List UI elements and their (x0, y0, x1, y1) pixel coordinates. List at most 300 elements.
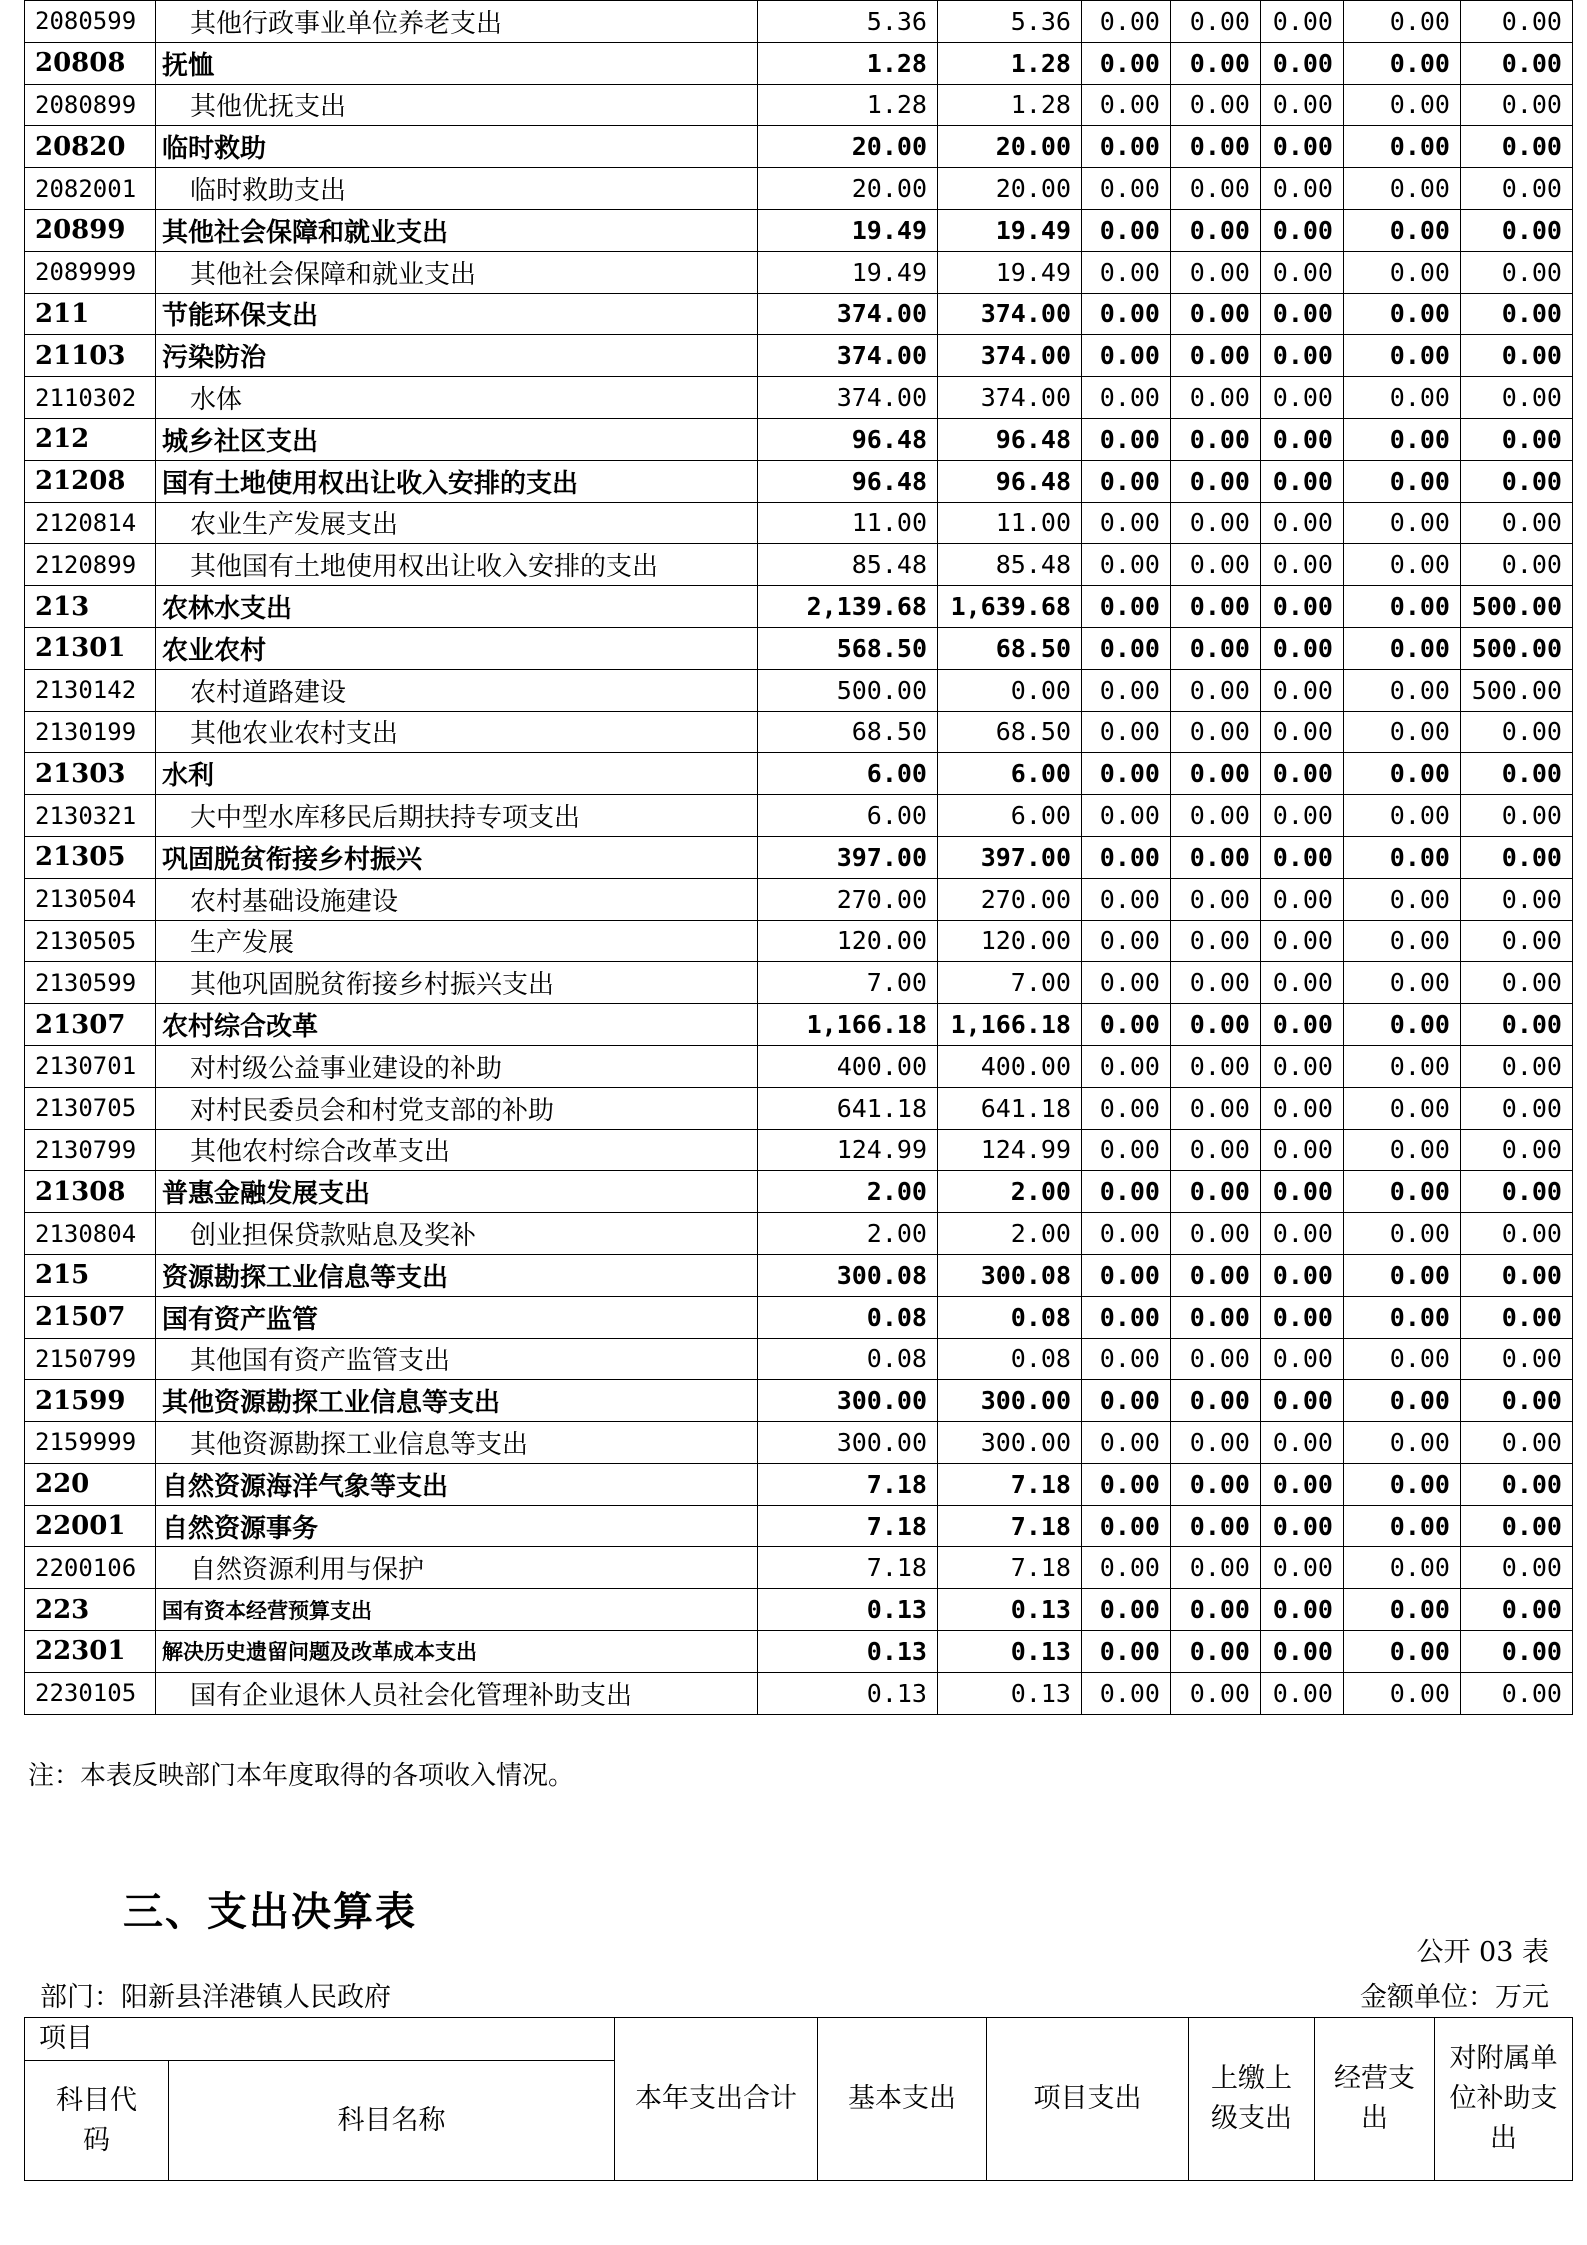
row-col7: 0.00 (1461, 251, 1573, 293)
row-code: 20808 (25, 42, 156, 84)
row-fiscal: 96.48 (938, 418, 1082, 460)
table-row (25, 1505, 1573, 1547)
row-total: 568.50 (758, 627, 938, 669)
row-col7: 0.00 (1461, 1672, 1573, 1714)
row-col7: 0.00 (1461, 1, 1573, 43)
row-code: 223 (25, 1589, 156, 1631)
row-col7: 0.00 (1461, 795, 1573, 837)
row-total: 2.00 (758, 1171, 938, 1213)
table-row (25, 544, 1573, 586)
row-col6: 0.00 (1344, 1213, 1461, 1255)
row-col7: 0.00 (1461, 168, 1573, 210)
row-total: 374.00 (758, 335, 938, 377)
row-fiscal: 0.08 (938, 1296, 1082, 1338)
row-col4: 0.00 (1171, 753, 1261, 795)
row-col4: 0.00 (1171, 251, 1261, 293)
row-fiscal: 19.49 (938, 251, 1082, 293)
row-col7: 0.00 (1461, 1004, 1573, 1046)
row-name: 其他社会保障和就业支出 (156, 209, 758, 251)
row-col5: 0.00 (1261, 460, 1344, 502)
row-col4: 0.00 (1171, 627, 1261, 669)
row-col6: 0.00 (1344, 878, 1461, 920)
table-row (25, 586, 1573, 628)
row-col4: 0.00 (1171, 1171, 1261, 1213)
row-col3: 0.00 (1082, 1631, 1171, 1673)
row-code: 213 (25, 586, 156, 628)
row-name: 城乡社区支出 (156, 418, 758, 460)
row-col6: 0.00 (1344, 627, 1461, 669)
row-col7: 0.00 (1461, 1087, 1573, 1129)
row-col5: 0.00 (1261, 753, 1344, 795)
row-fiscal: 1,166.18 (938, 1004, 1082, 1046)
row-col3: 0.00 (1082, 209, 1171, 251)
row-col5: 0.00 (1261, 293, 1344, 335)
row-col5: 0.00 (1261, 126, 1344, 168)
row-fiscal: 300.00 (938, 1422, 1082, 1464)
row-col3: 0.00 (1082, 1087, 1171, 1129)
row-code: 21599 (25, 1380, 156, 1422)
row-col5: 0.00 (1261, 1296, 1344, 1338)
row-name: 其他国有土地使用权出让收入安排的支出 (156, 544, 758, 586)
row-fiscal: 6.00 (938, 795, 1082, 837)
row-name: 其他优抚支出 (156, 84, 758, 126)
table-row (25, 795, 1573, 837)
header-total: 本年支出合计 (615, 2018, 818, 2181)
row-col5: 0.00 (1261, 377, 1344, 419)
row-col5: 0.00 (1261, 1004, 1344, 1046)
row-col7: 0.00 (1461, 1171, 1573, 1213)
row-name: 其他巩固脱贫衔接乡村振兴支出 (156, 962, 758, 1004)
row-col6: 0.00 (1344, 251, 1461, 293)
row-fiscal: 374.00 (938, 335, 1082, 377)
row-col3: 0.00 (1082, 669, 1171, 711)
row-col6: 0.00 (1344, 1463, 1461, 1505)
row-name: 国有土地使用权出让收入安排的支出 (156, 460, 758, 502)
row-total: 300.00 (758, 1380, 938, 1422)
row-fiscal: 7.00 (938, 962, 1082, 1004)
row-col6: 0.00 (1344, 1672, 1461, 1714)
row-code: 2230105 (25, 1672, 156, 1714)
row-col7: 0.00 (1461, 460, 1573, 502)
row-fiscal: 397.00 (938, 836, 1082, 878)
row-col3: 0.00 (1082, 335, 1171, 377)
row-col4: 0.00 (1171, 669, 1261, 711)
row-name: 农业农村 (156, 627, 758, 669)
row-col7: 0.00 (1461, 1296, 1573, 1338)
row-fiscal: 0.13 (938, 1631, 1082, 1673)
header-basic: 基本支出 (818, 2018, 987, 2181)
row-col6: 0.00 (1344, 293, 1461, 335)
row-fiscal: 300.08 (938, 1254, 1082, 1296)
table-row (25, 377, 1573, 419)
row-col3: 0.00 (1082, 1296, 1171, 1338)
row-name: 抚恤 (156, 42, 758, 84)
row-col4: 0.00 (1171, 1004, 1261, 1046)
row-col7: 0.00 (1461, 1631, 1573, 1673)
row-col5: 0.00 (1261, 1672, 1344, 1714)
row-code: 2130599 (25, 962, 156, 1004)
row-fiscal: 120.00 (938, 920, 1082, 962)
table-row (25, 84, 1573, 126)
row-col4: 0.00 (1171, 1338, 1261, 1380)
row-code: 2080599 (25, 1, 156, 43)
row-total: 1.28 (758, 84, 938, 126)
table-row (25, 1296, 1573, 1338)
table-row (25, 1087, 1573, 1129)
row-total: 397.00 (758, 836, 938, 878)
row-col5: 0.00 (1261, 1380, 1344, 1422)
row-name: 创业担保贷款贴息及奖补 (156, 1213, 758, 1255)
row-col3: 0.00 (1082, 502, 1171, 544)
row-col3: 0.00 (1082, 1338, 1171, 1380)
row-total: 300.08 (758, 1254, 938, 1296)
row-col3: 0.00 (1082, 1045, 1171, 1087)
row-name: 自然资源事务 (156, 1505, 758, 1547)
row-total: 1.28 (758, 42, 938, 84)
table-row (25, 1, 1573, 43)
header-project: 项目支出 (987, 2018, 1189, 2181)
row-code: 21103 (25, 335, 156, 377)
row-col7: 500.00 (1461, 586, 1573, 628)
row-col6: 0.00 (1344, 1547, 1461, 1589)
row-col4: 0.00 (1171, 168, 1261, 210)
row-total: 96.48 (758, 460, 938, 502)
row-code: 2130701 (25, 1045, 156, 1087)
table-row (25, 168, 1573, 210)
row-col7: 0.00 (1461, 126, 1573, 168)
table-row (25, 753, 1573, 795)
row-col3: 0.00 (1082, 836, 1171, 878)
row-col7: 0.00 (1461, 711, 1573, 753)
row-col6: 0.00 (1344, 418, 1461, 460)
row-col3: 0.00 (1082, 1004, 1171, 1046)
row-col7: 0.00 (1461, 878, 1573, 920)
table-row (25, 1004, 1573, 1046)
row-name: 生产发展 (156, 920, 758, 962)
table-row (25, 1129, 1573, 1171)
row-code: 2130504 (25, 878, 156, 920)
row-total: 0.13 (758, 1631, 938, 1673)
row-code: 2130199 (25, 711, 156, 753)
row-code: 2130505 (25, 920, 156, 962)
row-col7: 0.00 (1461, 1045, 1573, 1087)
row-fiscal: 1,639.68 (938, 586, 1082, 628)
table-row (25, 669, 1573, 711)
row-col3: 0.00 (1082, 627, 1171, 669)
row-code: 20820 (25, 126, 156, 168)
row-code: 211 (25, 293, 156, 335)
row-col3: 0.00 (1082, 962, 1171, 1004)
row-total: 2.00 (758, 1213, 938, 1255)
row-col3: 0.00 (1082, 1213, 1171, 1255)
row-col4: 0.00 (1171, 1045, 1261, 1087)
row-name: 农村综合改革 (156, 1004, 758, 1046)
department-label: 部门：阳新县洋港镇人民政府 (40, 1982, 391, 2013)
row-col7: 0.00 (1461, 836, 1573, 878)
table-row (25, 1631, 1573, 1673)
row-code: 2130705 (25, 1087, 156, 1129)
row-col7: 0.00 (1461, 962, 1573, 1004)
row-code: 212 (25, 418, 156, 460)
row-col5: 0.00 (1261, 920, 1344, 962)
row-col4: 0.00 (1171, 1254, 1261, 1296)
row-col4: 0.00 (1171, 209, 1261, 251)
row-col7: 0.00 (1461, 84, 1573, 126)
table-row (25, 836, 1573, 878)
row-col3: 0.00 (1082, 711, 1171, 753)
row-code: 2130804 (25, 1213, 156, 1255)
row-col3: 0.00 (1082, 1672, 1171, 1714)
row-name: 国有企业退休人员社会化管理补助支出 (156, 1672, 758, 1714)
row-col4: 0.00 (1171, 1672, 1261, 1714)
row-total: 68.50 (758, 711, 938, 753)
row-total: 124.99 (758, 1129, 938, 1171)
row-name: 农业生产发展支出 (156, 502, 758, 544)
row-col4: 0.00 (1171, 1, 1261, 43)
row-fiscal: 19.49 (938, 209, 1082, 251)
row-name: 农村基础设施建设 (156, 878, 758, 920)
row-col6: 0.00 (1344, 1171, 1461, 1213)
row-fiscal: 85.48 (938, 544, 1082, 586)
row-col6: 0.00 (1344, 377, 1461, 419)
row-col5: 0.00 (1261, 1171, 1344, 1213)
row-col6: 0.00 (1344, 209, 1461, 251)
row-name: 水利 (156, 753, 758, 795)
row-col6: 0.00 (1344, 1004, 1461, 1046)
row-col7: 0.00 (1461, 1547, 1573, 1589)
row-col4: 0.00 (1171, 42, 1261, 84)
row-col4: 0.00 (1171, 586, 1261, 628)
row-total: 11.00 (758, 502, 938, 544)
row-col3: 0.00 (1082, 1380, 1171, 1422)
row-col6: 0.00 (1344, 962, 1461, 1004)
row-code: 2130321 (25, 795, 156, 837)
row-col6: 0.00 (1344, 126, 1461, 168)
row-col3: 0.00 (1082, 1254, 1171, 1296)
row-total: 120.00 (758, 920, 938, 962)
row-col4: 0.00 (1171, 962, 1261, 1004)
row-col4: 0.00 (1171, 878, 1261, 920)
row-total: 19.49 (758, 251, 938, 293)
row-col5: 0.00 (1261, 1087, 1344, 1129)
row-fiscal: 7.18 (938, 1505, 1082, 1547)
table-row (25, 878, 1573, 920)
row-col4: 0.00 (1171, 920, 1261, 962)
row-col7: 0.00 (1461, 42, 1573, 84)
row-col7: 0.00 (1461, 1422, 1573, 1464)
row-total: 96.48 (758, 418, 938, 460)
row-col6: 0.00 (1344, 168, 1461, 210)
row-total: 374.00 (758, 377, 938, 419)
row-total: 7.00 (758, 962, 938, 1004)
row-total: 300.00 (758, 1422, 938, 1464)
row-col5: 0.00 (1261, 836, 1344, 878)
expense-table (24, 2017, 1573, 2181)
table-row (25, 1213, 1573, 1255)
row-fiscal: 2.00 (938, 1171, 1082, 1213)
row-name: 大中型水库移民后期扶持专项支出 (156, 795, 758, 837)
amount-unit-label: 金额单位：万元 (1360, 1982, 1549, 2013)
row-col5: 0.00 (1261, 1463, 1344, 1505)
row-total: 374.00 (758, 293, 938, 335)
table-row (25, 42, 1573, 84)
row-col7: 0.00 (1461, 1213, 1573, 1255)
row-name: 水体 (156, 377, 758, 419)
row-fiscal: 68.50 (938, 711, 1082, 753)
row-name: 其他农业农村支出 (156, 711, 758, 753)
row-code: 22001 (25, 1505, 156, 1547)
row-total: 641.18 (758, 1087, 938, 1129)
row-col3: 0.00 (1082, 84, 1171, 126)
row-total: 2,139.68 (758, 586, 938, 628)
row-col6: 0.00 (1344, 836, 1461, 878)
row-col5: 0.00 (1261, 1422, 1344, 1464)
row-col4: 0.00 (1171, 293, 1261, 335)
row-fiscal: 0.08 (938, 1338, 1082, 1380)
row-col3: 0.00 (1082, 1463, 1171, 1505)
row-col5: 0.00 (1261, 795, 1344, 837)
row-col6: 0.00 (1344, 1422, 1461, 1464)
row-col4: 0.00 (1171, 84, 1261, 126)
row-col7: 0.00 (1461, 1254, 1573, 1296)
row-code: 215 (25, 1254, 156, 1296)
row-fiscal: 7.18 (938, 1547, 1082, 1589)
row-total: 6.00 (758, 795, 938, 837)
row-name: 其他资源勘探工业信息等支出 (156, 1422, 758, 1464)
table-row (25, 1463, 1573, 1505)
row-total: 6.00 (758, 753, 938, 795)
row-col5: 0.00 (1261, 1589, 1344, 1631)
row-col7: 0.00 (1461, 1505, 1573, 1547)
row-col6: 0.00 (1344, 1254, 1461, 1296)
row-col4: 0.00 (1171, 1463, 1261, 1505)
row-col7: 0.00 (1461, 753, 1573, 795)
row-total: 20.00 (758, 168, 938, 210)
row-col5: 0.00 (1261, 878, 1344, 920)
income-table (24, 0, 1573, 1715)
section-title: 三、支出决算表 (123, 1888, 417, 1935)
row-col3: 0.00 (1082, 42, 1171, 84)
row-fiscal: 68.50 (938, 627, 1082, 669)
table-note: 注：本表反映部门本年度取得的各项收入情况。 (28, 1761, 575, 1791)
row-total: 270.00 (758, 878, 938, 920)
row-name: 临时救助 (156, 126, 758, 168)
row-total: 5.36 (758, 1, 938, 43)
row-col3: 0.00 (1082, 1505, 1171, 1547)
row-col6: 0.00 (1344, 711, 1461, 753)
row-name: 临时救助支出 (156, 168, 758, 210)
row-col4: 0.00 (1171, 1422, 1261, 1464)
row-col5: 0.00 (1261, 502, 1344, 544)
table-row (25, 1547, 1573, 1589)
table-row (25, 1045, 1573, 1087)
table-row (25, 711, 1573, 753)
row-col5: 0.00 (1261, 251, 1344, 293)
row-code: 2130142 (25, 669, 156, 711)
row-fiscal: 5.36 (938, 1, 1082, 43)
row-col4: 0.00 (1171, 1296, 1261, 1338)
row-total: 0.08 (758, 1338, 938, 1380)
row-name: 国有资本经营预算支出 (156, 1589, 758, 1631)
row-col6: 0.00 (1344, 1505, 1461, 1547)
row-fiscal: 0.13 (938, 1589, 1082, 1631)
row-code: 2120899 (25, 544, 156, 586)
row-col3: 0.00 (1082, 586, 1171, 628)
row-col7: 0.00 (1461, 544, 1573, 586)
row-total: 20.00 (758, 126, 938, 168)
row-col6: 0.00 (1344, 1, 1461, 43)
row-name: 解决历史遗留问题及改革成本支出 (156, 1631, 758, 1673)
row-col6: 0.00 (1344, 753, 1461, 795)
row-col4: 0.00 (1171, 418, 1261, 460)
row-name: 污染防治 (156, 335, 758, 377)
row-fiscal: 20.00 (938, 126, 1082, 168)
row-col4: 0.00 (1171, 502, 1261, 544)
row-code: 21308 (25, 1171, 156, 1213)
row-name: 其他农村综合改革支出 (156, 1129, 758, 1171)
row-col7: 0.00 (1461, 335, 1573, 377)
row-code: 22301 (25, 1631, 156, 1673)
row-col4: 0.00 (1171, 795, 1261, 837)
row-name: 普惠金融发展支出 (156, 1171, 758, 1213)
header-item: 项目 (25, 2018, 615, 2061)
header-subsidiary: 对附属单位补助支出 (1435, 2018, 1573, 2181)
row-col6: 0.00 (1344, 1087, 1461, 1129)
row-col6: 0.00 (1344, 42, 1461, 84)
row-fiscal: 0.13 (938, 1672, 1082, 1714)
row-total: 7.18 (758, 1463, 938, 1505)
row-col3: 0.00 (1082, 1, 1171, 43)
row-col5: 0.00 (1261, 711, 1344, 753)
row-col3: 0.00 (1082, 753, 1171, 795)
row-col3: 0.00 (1082, 293, 1171, 335)
row-fiscal: 0.00 (938, 669, 1082, 711)
row-col7: 0.00 (1461, 418, 1573, 460)
row-code: 21305 (25, 836, 156, 878)
row-col4: 0.00 (1171, 544, 1261, 586)
row-name: 自然资源海洋气象等支出 (156, 1463, 758, 1505)
header-code: 科目代码 (25, 2061, 169, 2181)
table-row (25, 1672, 1573, 1714)
row-code: 2130799 (25, 1129, 156, 1171)
row-fiscal: 641.18 (938, 1087, 1082, 1129)
row-col6: 0.00 (1344, 1589, 1461, 1631)
row-col5: 0.00 (1261, 1505, 1344, 1547)
table-row (25, 1589, 1573, 1631)
row-total: 0.13 (758, 1672, 938, 1714)
row-col4: 0.00 (1171, 1380, 1261, 1422)
row-col7: 0.00 (1461, 502, 1573, 544)
row-col4: 0.00 (1171, 1213, 1261, 1255)
row-fiscal: 374.00 (938, 377, 1082, 419)
row-code: 2089999 (25, 251, 156, 293)
row-col7: 0.00 (1461, 377, 1573, 419)
row-col6: 0.00 (1344, 1045, 1461, 1087)
row-col5: 0.00 (1261, 1547, 1344, 1589)
row-total: 19.49 (758, 209, 938, 251)
row-total: 500.00 (758, 669, 938, 711)
form-number: 公开 03 表 (1416, 1937, 1549, 1968)
row-col5: 0.00 (1261, 1129, 1344, 1171)
table-row (25, 1380, 1573, 1422)
row-col3: 0.00 (1082, 1422, 1171, 1464)
row-col6: 0.00 (1344, 1129, 1461, 1171)
row-col3: 0.00 (1082, 878, 1171, 920)
row-total: 7.18 (758, 1547, 938, 1589)
row-col6: 0.00 (1344, 1631, 1461, 1673)
row-code: 21208 (25, 460, 156, 502)
row-col4: 0.00 (1171, 1505, 1261, 1547)
